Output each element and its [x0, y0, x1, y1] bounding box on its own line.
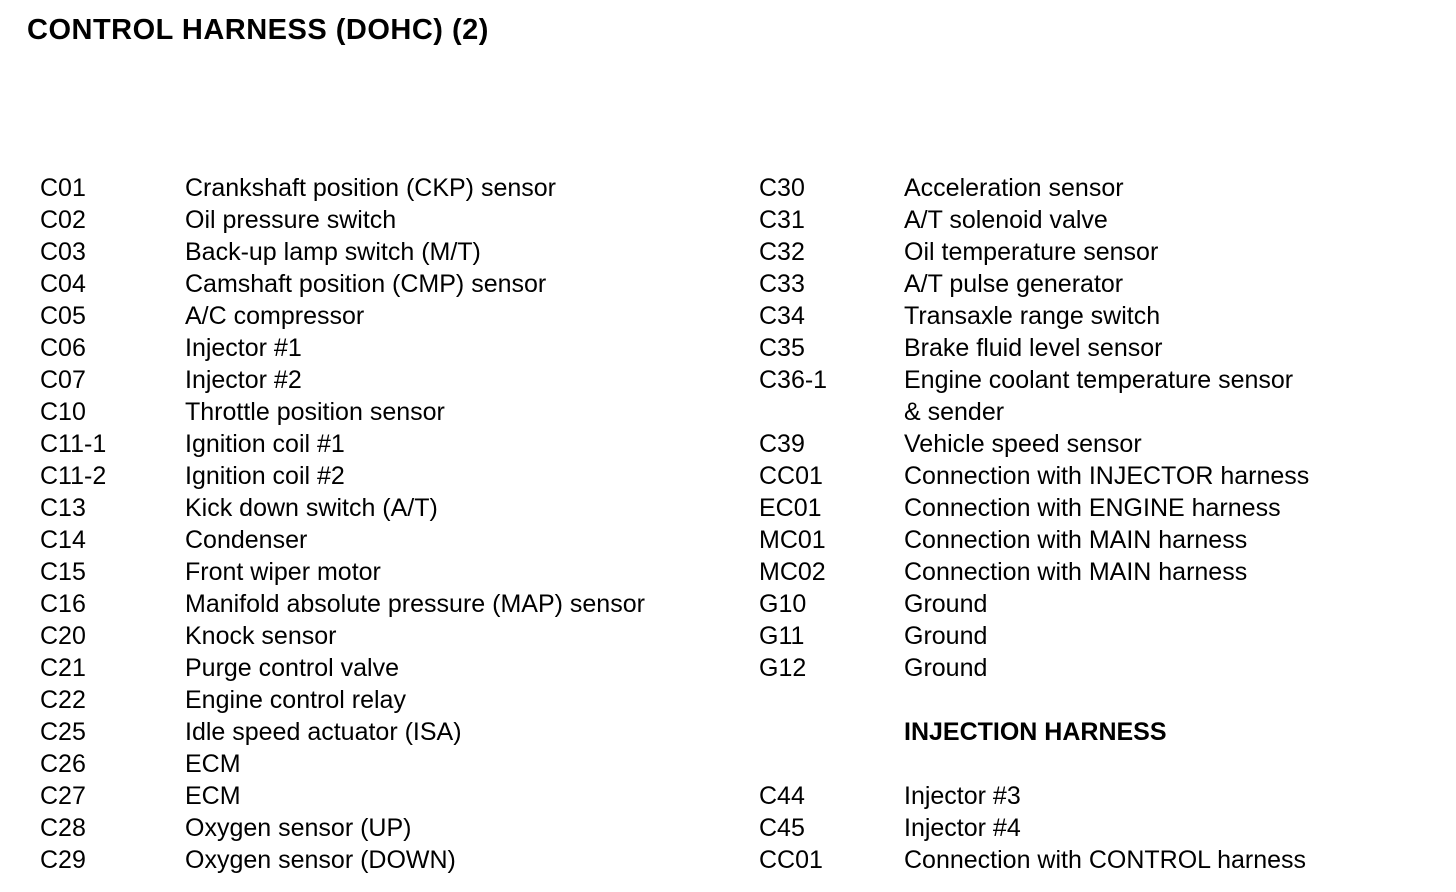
connector-row	[759, 364, 1309, 396]
connector-description: Front wiper motor	[185, 557, 381, 586]
connector-code: G10	[759, 589, 807, 618]
connector-description: Throttle position sensor	[185, 397, 445, 426]
connector-code: C11-2	[40, 461, 107, 490]
connector-row	[759, 556, 1309, 588]
connector-description: Ground	[904, 589, 988, 618]
connector-description: Connection with INJECTOR harness	[904, 461, 1310, 490]
connector-code: C21	[40, 653, 86, 682]
connector-code: C35	[759, 333, 805, 362]
connector-row	[759, 492, 1309, 524]
connector-code: C45	[759, 813, 805, 842]
connector-row	[40, 716, 645, 748]
connector-description: Ground	[904, 621, 988, 650]
connector-description: Transaxle range switch	[904, 301, 1161, 330]
connector-description: ECM	[185, 749, 241, 778]
connector-code: G11	[759, 621, 805, 650]
connector-code: CC01	[759, 845, 823, 874]
connector-code: C39	[759, 429, 805, 458]
connector-row	[759, 620, 1309, 652]
connector-code: C31	[759, 205, 805, 234]
connector-description: & sender	[904, 397, 1005, 426]
connector-description: Injector #2	[185, 365, 302, 394]
connector-code: C05	[40, 301, 86, 330]
connector-code: C22	[40, 685, 86, 714]
connector-description: Condenser	[185, 525, 308, 554]
connector-row	[40, 588, 645, 620]
connector-row	[40, 620, 645, 652]
connector-description: Back-up lamp switch (M/T)	[185, 237, 481, 266]
connector-row	[40, 844, 645, 876]
connector-row	[759, 780, 1309, 812]
connector-description: Camshaft position (CMP) sensor	[185, 269, 547, 298]
connector-description: Brake fluid level sensor	[904, 333, 1163, 362]
connector-row	[40, 268, 645, 300]
connector-description: Connection with MAIN harness	[904, 557, 1248, 586]
connector-code: C25	[40, 717, 86, 746]
connector-row	[759, 524, 1309, 556]
connector-code: C44	[759, 781, 805, 810]
connector-row	[40, 684, 645, 716]
connector-row	[40, 652, 645, 684]
connector-description: ECM	[185, 781, 241, 810]
injection-harness-heading: INJECTION HARNESS	[904, 717, 1167, 746]
connector-row	[40, 748, 645, 780]
connector-description: Crankshaft position (CKP) sensor	[185, 173, 556, 202]
connector-code: C34	[759, 301, 805, 330]
connector-row	[40, 492, 645, 524]
connector-description: Purge control valve	[185, 653, 400, 682]
connector-code: C28	[40, 813, 86, 842]
connector-row	[759, 812, 1309, 844]
connector-row	[759, 172, 1309, 204]
connector-description: Acceleration sensor	[904, 173, 1124, 202]
page-title: CONTROL HARNESS (DOHC) (2)	[27, 14, 489, 46]
connector-description: Kick down switch (A/T)	[185, 493, 438, 522]
connector-description: Engine coolant temperature sensor	[904, 365, 1294, 394]
connector-description: Connection with CONTROL harness	[904, 845, 1307, 874]
connector-row	[759, 844, 1309, 876]
connector-description: Oil temperature sensor	[904, 237, 1159, 266]
connector-row	[40, 460, 645, 492]
connector-description: Ground	[904, 653, 988, 682]
connector-row	[40, 780, 645, 812]
connector-description: Ignition coil #2	[185, 461, 345, 490]
right-connector-list	[759, 172, 1309, 876]
connector-description: Oil pressure switch	[185, 205, 397, 234]
connector-row	[759, 460, 1309, 492]
connector-description: Engine control relay	[185, 685, 406, 714]
connector-description: A/C compressor	[185, 301, 365, 330]
connector-code: C14	[40, 525, 86, 554]
connector-description: Injector #1	[185, 333, 302, 362]
connector-row	[759, 332, 1309, 364]
connector-row	[40, 172, 645, 204]
connector-code: C13	[40, 493, 86, 522]
connector-code: C20	[40, 621, 86, 650]
connector-row	[40, 812, 645, 844]
connector-row	[40, 524, 645, 556]
connector-code: MC02	[759, 557, 826, 586]
connector-row	[40, 332, 645, 364]
connector-code: C01	[40, 173, 86, 202]
connector-description: Idle speed actuator (ISA)	[185, 717, 462, 746]
connector-row	[759, 204, 1309, 236]
connector-code: C04	[40, 269, 86, 298]
connector-row	[759, 588, 1309, 620]
connector-description: Connection with MAIN harness	[904, 525, 1248, 554]
connector-code: C02	[40, 205, 86, 234]
left-connector-list	[40, 172, 645, 876]
connector-row	[759, 652, 1309, 684]
connector-description: Knock sensor	[185, 621, 337, 650]
connector-code: C26	[40, 749, 86, 778]
connector-row	[40, 396, 645, 428]
connector-description: Injector #3	[904, 781, 1021, 810]
connector-code: C15	[40, 557, 86, 586]
connector-code: C32	[759, 237, 805, 266]
connector-code: G12	[759, 653, 807, 682]
connector-description: A/T solenoid valve	[904, 205, 1108, 234]
connector-row	[759, 300, 1309, 332]
connector-description: Ignition coil #1	[185, 429, 345, 458]
connector-code: C03	[40, 237, 86, 266]
connector-code: MC01	[759, 525, 826, 554]
connector-code: C06	[40, 333, 86, 362]
connector-code: C33	[759, 269, 805, 298]
connector-description: Oxygen sensor (DOWN)	[185, 845, 456, 874]
connector-code: EC01	[759, 493, 822, 522]
connector-row	[40, 300, 645, 332]
connector-description: Connection with ENGINE harness	[904, 493, 1281, 522]
connector-code: C27	[40, 781, 86, 810]
connector-row	[40, 556, 645, 588]
connector-code: C11-1	[40, 429, 107, 458]
connector-row	[40, 204, 645, 236]
connector-row	[759, 268, 1309, 300]
connector-row	[40, 428, 645, 460]
connector-code: C07	[40, 365, 86, 394]
connector-code: C30	[759, 173, 805, 202]
connector-row-continuation	[759, 396, 1309, 428]
connector-row	[759, 236, 1309, 268]
connector-row	[40, 236, 645, 268]
connector-code: CC01	[759, 461, 823, 490]
connector-code: C10	[40, 397, 86, 426]
connector-description: A/T pulse generator	[904, 269, 1124, 298]
connector-description: Oxygen sensor (UP)	[185, 813, 412, 842]
connector-description: Vehicle speed sensor	[904, 429, 1142, 458]
connector-code: C29	[40, 845, 86, 874]
connector-row	[40, 364, 645, 396]
connector-code: C36-1	[759, 365, 828, 394]
connector-description: Injector #4	[904, 813, 1021, 842]
connector-row	[759, 428, 1309, 460]
connector-code: C16	[40, 589, 86, 618]
connector-description: Manifold absolute pressure (MAP) sensor	[185, 589, 645, 618]
